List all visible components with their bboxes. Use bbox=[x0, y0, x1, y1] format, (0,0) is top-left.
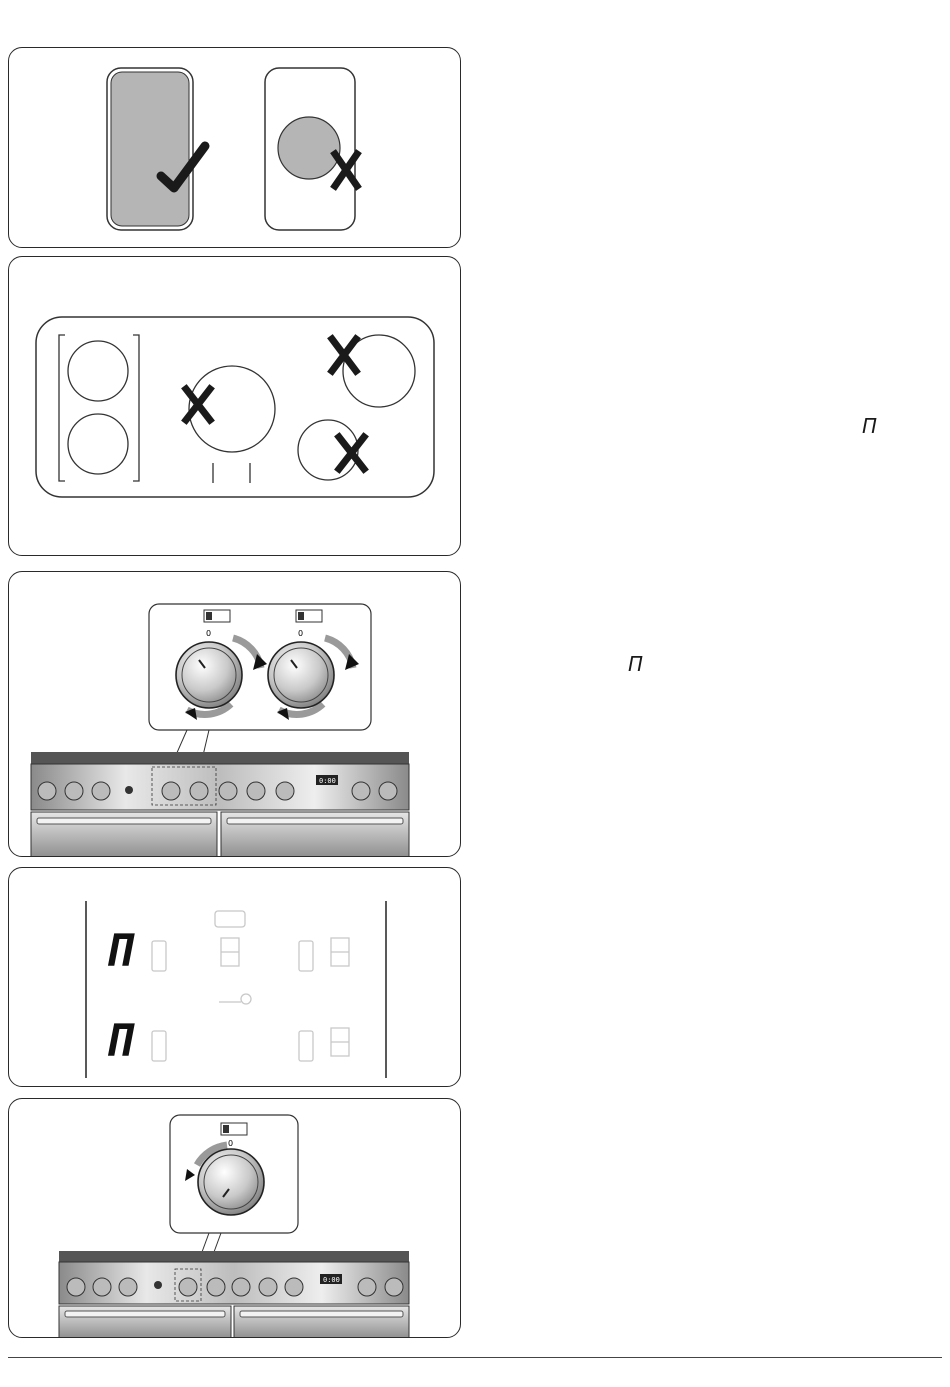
front-left-zone-symbol: Π bbox=[105, 926, 132, 977]
cross-mark-icon bbox=[335, 154, 357, 186]
svg-text:0: 0 bbox=[228, 1139, 234, 1148]
rear-left-zone-symbol: Π bbox=[105, 1016, 132, 1067]
panel-pan-base-check bbox=[8, 47, 461, 248]
svg-text:0: 0 bbox=[206, 629, 212, 638]
bridge-zone bbox=[59, 335, 139, 481]
timer-display: 0:00 bbox=[319, 777, 336, 785]
faint-indicators bbox=[152, 911, 349, 1061]
panel-hob-display bbox=[8, 867, 461, 1087]
side-zone-symbol-lower: Π bbox=[628, 652, 644, 676]
panel-hob-zone-layout bbox=[8, 256, 461, 556]
side-zone-symbol-upper: Π bbox=[862, 414, 878, 438]
timer-display: 0:00 bbox=[323, 1276, 340, 1284]
panel-single-knob bbox=[8, 1098, 461, 1338]
oven-doors bbox=[31, 812, 409, 857]
oven-doors bbox=[59, 1306, 409, 1338]
cross-mark-icon bbox=[339, 437, 364, 469]
cross-mark-icon bbox=[332, 339, 356, 371]
panel-control-knobs bbox=[8, 571, 461, 857]
svg-text:0: 0 bbox=[298, 629, 304, 638]
cooker-control-panel bbox=[59, 1251, 409, 1304]
footer-rule bbox=[8, 1357, 942, 1358]
small-pan-illustration bbox=[265, 68, 355, 230]
cooker-control-panel bbox=[31, 752, 409, 810]
flat-pan-illustration bbox=[107, 68, 193, 230]
